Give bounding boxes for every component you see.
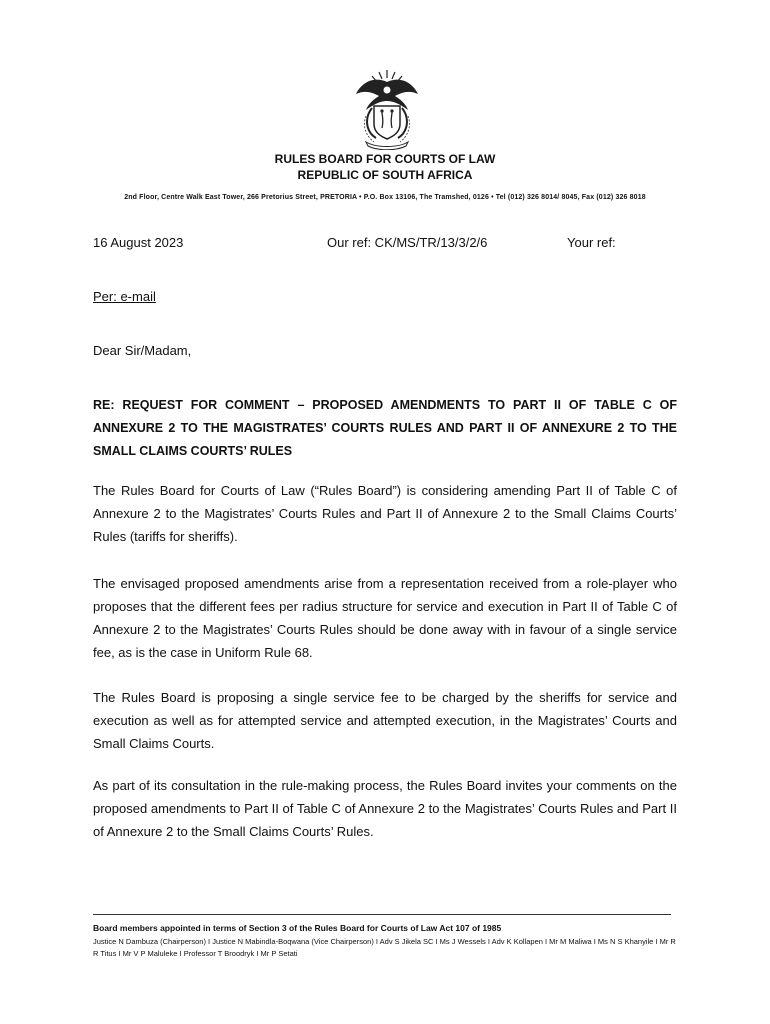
footer-divider bbox=[93, 914, 671, 915]
body-paragraph-2: The envisaged proposed amendments arise from a representation received from a role-player who proposes that the different fees per radius structure for service and execution in Part II of Table C of Annexure 2 to the Magistrates’ Courts Rules should be done away with in favour of a single service fee, as is the case in Uniform Rule 68. bbox=[93, 576, 677, 660]
body-paragraph-4: As part of its consultation in the rule-making process, the Rules Board invites your comments on the proposed amendments to Part II of Table C of Annexure 2 to the Magistrates’ Courts Rules and Part II of Annexure 2 to the Small Claims Courts’ Rules. bbox=[93, 778, 677, 839]
subject-line: RE: REQUEST FOR COMMENT – PROPOSED AMENDMENTS TO PART II OF TABLE C OF ANNEXURE 2 TO THE MAGISTRATES’ COURTS RULES AND PART II OF ANNEXURE 2 TO THE SMALL CLAIMS COURTS’ RULES bbox=[93, 398, 677, 458]
org-country: REPUBLIC OF SOUTH AFRICA bbox=[297, 168, 473, 182]
body-paragraph-1: The Rules Board for Courts of Law (“Rules Board”) is considering amending Part II of Table C of Annexure 2 to the Magistrates’ Courts Rules and Part II of Annexure 2 to the Small Claims Courts’ Rules (tariffs for sheriffs). bbox=[93, 483, 677, 544]
your-reference: Your ref: bbox=[567, 235, 616, 250]
our-reference: Our ref: CK/MS/TR/13/3/2/6 bbox=[327, 235, 488, 250]
footer-board-members: Justice N Dambuza (Chairperson) I Justice N Mabindla-Boqwana (Vice Chairperson) I Adv S Jikela SC I Ms J Wessels I Adv K Kollapen I Mr M Maliwa I Ms N S Khanyile I Mr R R Titus I Mr V P Maluleke I Professor T Broodryk I Mr P Setati bbox=[93, 937, 676, 958]
delivery-method: Per: e-mail bbox=[93, 289, 156, 304]
org-name: RULES BOARD FOR COURTS OF LAW bbox=[274, 152, 496, 166]
org-address: 2nd Floor, Centre Walk East Tower, 266 Pretorius Street, PRETORIA • P.O. Box 13106, The Tramshed, 0126 • Tel (012) 326 8014/ 8045, Fax (012) 326 8018 bbox=[124, 194, 646, 201]
letter-date: 16 August 2023 bbox=[93, 235, 184, 250]
salutation: Dear Sir/Madam, bbox=[93, 343, 192, 358]
footer-title: Board members appointed in terms of Section 3 of the Rules Board for Courts of Law Act 107 of 1985 bbox=[93, 923, 502, 933]
coat-of-arms-icon bbox=[352, 68, 422, 150]
body-paragraph-3: The Rules Board is proposing a single service fee to be charged by the sheriffs for service and execution as well as for attempted service and attempted execution, in the Magistrates’ Courts and Small Claims Courts. bbox=[93, 690, 677, 751]
